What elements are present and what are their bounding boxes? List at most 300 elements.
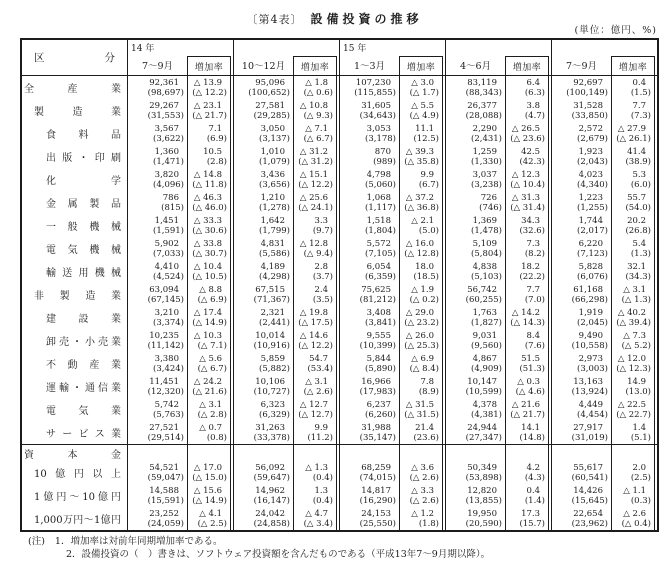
growth-rate-incl-software: (△ 31.2) <box>298 156 333 167</box>
amount: 786 <box>162 192 179 203</box>
amount-incl-software: (100,652) <box>248 87 290 98</box>
amount-incl-software: (5,890) <box>365 363 396 374</box>
growth-rate: △ 3.0 <box>411 77 434 88</box>
rate-cell <box>293 122 337 145</box>
amount: 55,617 <box>573 462 603 473</box>
growth-rate-incl-software: (6.3) <box>524 87 545 98</box>
amount-incl-software: (3,622) <box>153 133 184 144</box>
amount-incl-software: (27,347) <box>465 432 502 443</box>
growth-rate: △ 4.1 <box>199 508 222 519</box>
rate-cell <box>399 329 443 352</box>
growth-rate: △ 22.5 <box>617 399 646 410</box>
amount: 4,023 <box>578 169 603 180</box>
row-label: 非製造業 <box>34 291 121 302</box>
amount: 5,902 <box>154 238 179 249</box>
row-label: 1,000万円～1億円 <box>34 515 121 526</box>
value-cell <box>551 484 611 507</box>
growth-rate: △ 15.6 <box>193 485 222 496</box>
row-label: 全産業 <box>24 84 121 95</box>
amount-incl-software: (2,017) <box>577 225 608 236</box>
growth-rate-incl-software: (11.2) <box>307 432 333 443</box>
row-label-cell <box>22 76 127 99</box>
amount-incl-software: (815) <box>161 202 184 213</box>
amount-incl-software: (60,255) <box>465 294 502 305</box>
rate-cell <box>187 352 231 375</box>
value-cell <box>339 352 399 375</box>
amount-incl-software: (12,320) <box>147 386 184 397</box>
rate-cell <box>611 507 655 530</box>
amount: 2,572 <box>578 123 603 134</box>
growth-rate-incl-software: (34.3) <box>625 271 651 282</box>
growth-rate: △ 12.0 <box>617 353 646 364</box>
value-cell <box>551 398 611 421</box>
value-cell <box>233 191 293 214</box>
growth-rate: 10.5 <box>203 146 222 157</box>
row-label-cell <box>22 352 127 375</box>
amount: 4,798 <box>366 169 391 180</box>
value-cell <box>339 214 399 237</box>
rate-cell <box>505 306 549 329</box>
row-label-cell <box>22 237 127 260</box>
row-label: 建設業 <box>46 314 121 325</box>
amount: 4,449 <box>578 399 603 410</box>
amount: 31,263 <box>255 422 285 433</box>
growth-rate-incl-software: (△ 39.4) <box>616 317 651 328</box>
amount-incl-software: (3,238) <box>471 179 502 190</box>
value-cell <box>127 484 187 507</box>
growth-rate-incl-software: (△ 12.3) <box>616 363 651 374</box>
amount: 4,831 <box>260 238 285 249</box>
growth-rate: △ 7.1 <box>305 123 328 134</box>
capital-investment-table <box>20 38 659 532</box>
rate-cell <box>505 99 549 122</box>
growth-rate: △ 1.3 <box>305 462 328 473</box>
growth-rate-incl-software: (△ 10.5) <box>192 271 227 282</box>
amount-incl-software: (4,454) <box>577 409 608 420</box>
amount-incl-software: (23,962) <box>571 518 608 529</box>
value-cell <box>445 421 505 444</box>
header-period-cell <box>127 40 187 75</box>
row-label-cell <box>22 461 127 484</box>
growth-rate: △ 29.0 <box>405 307 434 318</box>
rate-cell <box>293 260 337 283</box>
row-label-cell <box>22 191 127 214</box>
amount: 1,010 <box>260 146 285 157</box>
value-cell <box>233 461 293 484</box>
amount-incl-software: (1,478) <box>471 225 502 236</box>
amount: 26,377 <box>467 100 497 111</box>
rate-cell <box>611 237 655 260</box>
rate-cell <box>399 398 443 421</box>
growth-rate: △ 10.3 <box>193 330 222 341</box>
growth-rate-incl-software: (△ 1.7) <box>409 87 439 98</box>
value-cell <box>551 306 611 329</box>
amount-incl-software: (5,103) <box>471 271 502 282</box>
amount-incl-software: (53,898) <box>465 472 502 483</box>
rate-cell <box>611 352 655 375</box>
growth-rate: △ 0.3 <box>517 376 540 387</box>
amount: 9,490 <box>578 330 603 341</box>
rate-cell <box>399 375 443 398</box>
growth-rate: △ 3.3 <box>411 485 434 496</box>
rate-cell <box>505 191 549 214</box>
growth-rate-incl-software: (△ 14.3) <box>510 317 545 328</box>
growth-rate-incl-software: (8.9) <box>418 386 439 397</box>
growth-rate: △ 31.2 <box>299 146 328 157</box>
era-label: 15 年 <box>343 44 367 54</box>
rate-cell <box>187 168 231 191</box>
growth-rate-incl-software: (6.0) <box>630 179 651 190</box>
amount-incl-software: (100,149) <box>566 87 608 98</box>
row-label-cell <box>22 421 127 444</box>
table-row <box>22 306 657 329</box>
growth-rate: △ 10.4 <box>193 261 222 272</box>
value-cell <box>233 76 293 99</box>
growth-rate: 7.7 <box>526 284 540 295</box>
value-cell <box>445 145 505 168</box>
rate-cell <box>187 484 231 507</box>
amount-incl-software: (81,212) <box>359 294 396 305</box>
amount-incl-software: (2,045) <box>577 317 608 328</box>
amount-incl-software: (28,088) <box>465 110 502 121</box>
row-label: 食料品 <box>46 130 121 141</box>
growth-rate: △ 33.3 <box>193 215 222 226</box>
growth-rate-incl-software: (△ 12.2) <box>192 87 227 98</box>
value-cell <box>127 168 187 191</box>
value-cell <box>233 398 293 421</box>
amount: 92,697 <box>573 77 603 88</box>
rate-cell <box>187 329 231 352</box>
growth-rate: 9.9 <box>420 169 434 180</box>
rate-cell <box>187 260 231 283</box>
value-cell <box>233 306 293 329</box>
growth-rate: 32.1 <box>627 261 646 272</box>
amount-incl-software: (24,059) <box>147 518 184 529</box>
growth-rate-incl-software: (△ 0.2) <box>409 294 439 305</box>
amount-incl-software: (16,290) <box>359 495 396 506</box>
growth-rate: △ 12.7 <box>299 399 328 410</box>
row-label-cell <box>22 398 127 421</box>
growth-rate-incl-software: (0.8) <box>206 432 227 443</box>
rate-cell <box>293 145 337 168</box>
growth-rate: △ 26.0 <box>405 330 434 341</box>
amount-incl-software: (10,727) <box>253 386 290 397</box>
growth-rate: △ 12.3 <box>511 169 540 180</box>
amount-incl-software: (3,424) <box>153 363 184 374</box>
growth-rate-incl-software: (5.0) <box>418 225 439 236</box>
amount: 16,966 <box>361 376 391 387</box>
growth-rate-incl-software: (△ 21.6) <box>192 386 227 397</box>
amount: 3,210 <box>154 307 179 318</box>
value-cell <box>551 99 611 122</box>
table-row <box>22 191 657 214</box>
header-period-cell <box>445 40 505 75</box>
amount-incl-software: (5,804) <box>471 248 502 259</box>
growth-rate: △ 12.8 <box>299 238 328 249</box>
row-label: 輸送用機械 <box>46 268 121 279</box>
value-cell <box>127 352 187 375</box>
value-cell <box>445 237 505 260</box>
growth-rate: 3.3 <box>314 215 328 226</box>
value-cell <box>233 99 293 122</box>
amount-incl-software: (1,079) <box>259 156 290 167</box>
value-cell <box>127 507 187 530</box>
growth-rate-incl-software: (△ 36.8) <box>404 202 439 213</box>
amount: 1,223 <box>578 192 603 203</box>
amount: 2,973 <box>578 353 603 364</box>
growth-rate-incl-software: (0.4) <box>312 472 333 483</box>
amount-incl-software: (34,643) <box>359 110 396 121</box>
rate-cell <box>293 237 337 260</box>
value-cell <box>233 168 293 191</box>
rate-cell <box>611 168 655 191</box>
value-cell <box>127 283 187 306</box>
era-label: 14 年 <box>131 44 155 54</box>
value-cell <box>127 461 187 484</box>
header-period-cell <box>551 40 611 75</box>
growth-rate: 8.4 <box>526 330 540 341</box>
value-cell <box>127 398 187 421</box>
amount-incl-software: (15,645) <box>571 495 608 506</box>
amount-incl-software: (10,399) <box>359 340 396 351</box>
amount: 4,867 <box>472 353 497 364</box>
value-cell <box>445 191 505 214</box>
rate-cell <box>187 445 231 461</box>
amount-incl-software: (15,591) <box>147 495 184 506</box>
rate-cell <box>505 76 549 99</box>
row-label: 金属製品 <box>46 199 121 210</box>
table-header-row <box>22 40 657 76</box>
amount-incl-software: (4,298) <box>259 271 290 282</box>
growth-rate-incl-software: (7.0) <box>524 294 545 305</box>
rate-cell <box>505 461 549 484</box>
amount-incl-software: (33,850) <box>571 110 608 121</box>
amount: 3,380 <box>154 353 179 364</box>
amount: 9,031 <box>472 330 497 341</box>
rate-cell <box>293 507 337 530</box>
rate-cell <box>505 283 549 306</box>
value-cell <box>339 191 399 214</box>
period-label: 10～12月 <box>241 61 286 72</box>
rate-header-box: 増加率 <box>505 56 549 75</box>
amount-incl-software: (4,524) <box>153 271 184 282</box>
period-label: 4～6月 <box>459 61 492 72</box>
value-cell <box>445 352 505 375</box>
growth-rate: 7.8 <box>420 376 434 387</box>
amount-incl-software: (2,441) <box>259 317 290 328</box>
value-cell <box>445 507 505 530</box>
amount: 10,014 <box>255 330 285 341</box>
footnote-1: 1．増加率は対前年同期増加率である。 <box>54 536 223 547</box>
header-period-cell <box>233 40 293 75</box>
amount: 1,210 <box>260 192 285 203</box>
table-row <box>22 352 657 375</box>
amount-incl-software: (5,763) <box>153 409 184 420</box>
growth-rate-incl-software: (△ 30.7) <box>192 248 227 259</box>
row-label-cell <box>22 168 127 191</box>
growth-rate-incl-software: (38.9) <box>625 156 651 167</box>
amount: 14,817 <box>361 485 391 496</box>
growth-rate-incl-software: (△ 17.5) <box>298 317 333 328</box>
header-rate-cell <box>399 40 443 75</box>
amount-incl-software: (7,105) <box>365 248 396 259</box>
value-cell <box>445 329 505 352</box>
value-cell <box>127 445 187 461</box>
growth-rate-incl-software: (△ 21.7) <box>510 409 545 420</box>
row-label: 運輸・通信業 <box>46 383 121 394</box>
growth-rate: 11.1 <box>415 123 434 134</box>
growth-rate-incl-software: (△ 6.7) <box>303 133 333 144</box>
value-cell <box>445 375 505 398</box>
row-label: 出版・印刷 <box>46 153 121 164</box>
rate-cell <box>187 122 231 145</box>
rate-cell <box>187 76 231 99</box>
value-cell <box>551 445 611 461</box>
growth-rate: △ 15.1 <box>299 169 328 180</box>
amount-incl-software: (1,117) <box>365 202 396 213</box>
growth-rate-incl-software: (△ 22.7) <box>616 409 651 420</box>
rate-cell <box>505 168 549 191</box>
amount-incl-software: (6,076) <box>577 271 608 282</box>
growth-rate: △ 23.1 <box>193 100 222 111</box>
rate-cell <box>399 306 443 329</box>
rate-cell <box>505 375 549 398</box>
amount-incl-software: (31,019) <box>571 432 608 443</box>
value-cell <box>233 329 293 352</box>
table-row <box>22 214 657 237</box>
amount: 5,109 <box>472 238 497 249</box>
growth-rate: 0.4 <box>526 485 540 496</box>
amount: 61,168 <box>573 284 603 295</box>
growth-rate: △ 40.2 <box>617 307 646 318</box>
table-row <box>22 76 657 99</box>
rate-cell <box>187 283 231 306</box>
growth-rate: 18.0 <box>415 261 434 272</box>
growth-rate: △ 5.5 <box>411 100 434 111</box>
growth-rate: △ 31.5 <box>405 399 434 410</box>
row-label-cell <box>22 375 127 398</box>
growth-rate: △ 31.3 <box>511 192 540 203</box>
amount-incl-software: (10,599) <box>465 386 502 397</box>
rate-cell <box>187 421 231 444</box>
value-cell <box>551 352 611 375</box>
rate-cell <box>187 461 231 484</box>
rate-cell <box>399 260 443 283</box>
amount: 14,588 <box>149 485 179 496</box>
growth-rate-incl-software: (3.7) <box>312 271 333 282</box>
amount-incl-software: (1,827) <box>471 317 502 328</box>
value-cell <box>445 283 505 306</box>
amount-incl-software: (74,015) <box>359 472 396 483</box>
value-cell <box>233 237 293 260</box>
amount: 6,237 <box>366 399 391 410</box>
rate-cell <box>611 283 655 306</box>
rate-cell <box>505 237 549 260</box>
growth-rate-incl-software: (△ 4.6) <box>515 386 545 397</box>
growth-rate: 14.1 <box>521 422 540 433</box>
amount-incl-software: (88,343) <box>465 87 502 98</box>
rate-cell <box>611 484 655 507</box>
amount-incl-software: (6,260) <box>365 409 396 420</box>
value-cell <box>551 329 611 352</box>
rate-cell <box>187 306 231 329</box>
rate-cell <box>505 398 549 421</box>
value-cell <box>445 99 505 122</box>
row-label-cell <box>22 484 127 507</box>
amount: 5,572 <box>366 238 391 249</box>
rate-header-box: 増加率 <box>399 56 443 75</box>
growth-rate-incl-software: (32.6) <box>519 225 545 236</box>
row-label: 不動産業 <box>46 360 121 371</box>
growth-rate: 7.7 <box>632 100 646 111</box>
rate-cell <box>187 237 231 260</box>
growth-rate-incl-software: (42.3) <box>519 156 545 167</box>
growth-rate: △ 37.2 <box>405 192 434 203</box>
amount: 19,950 <box>467 508 497 519</box>
growth-rate-incl-software: (△ 2.8) <box>197 409 227 420</box>
growth-rate: 5.4 <box>632 238 646 249</box>
amount-incl-software: (6,329) <box>259 409 290 420</box>
unit-note: (単位：億円、%) <box>574 25 657 36</box>
value-cell <box>339 76 399 99</box>
row-label-cell <box>22 260 127 283</box>
value-cell <box>551 260 611 283</box>
amount-incl-software: (20,590) <box>465 518 502 529</box>
amount: 22,654 <box>573 508 603 519</box>
growth-rate: △ 0.7 <box>199 422 222 433</box>
rate-cell <box>187 191 231 214</box>
value-cell <box>339 461 399 484</box>
amount: 1,642 <box>260 215 285 226</box>
rate-cell <box>293 484 337 507</box>
value-cell <box>233 283 293 306</box>
value-cell <box>551 145 611 168</box>
amount: 95,096 <box>255 77 285 88</box>
header-rate-cell <box>187 40 231 75</box>
growth-rate: 6.4 <box>526 77 540 88</box>
amount-incl-software: (1,255) <box>577 202 608 213</box>
table-row <box>22 484 657 507</box>
amount-incl-software: (1,799) <box>259 225 290 236</box>
growth-rate-incl-software: (△ 31.4) <box>510 202 545 213</box>
value-cell <box>127 375 187 398</box>
rate-cell <box>399 237 443 260</box>
value-cell <box>445 260 505 283</box>
header-category-label: 区分 <box>34 52 115 64</box>
amount: 4,410 <box>154 261 179 272</box>
header-period-cell <box>339 40 399 75</box>
rate-cell <box>293 352 337 375</box>
rate-cell <box>293 191 337 214</box>
value-cell <box>127 99 187 122</box>
growth-rate-incl-software: (△ 6.9) <box>197 294 227 305</box>
amount: 23,252 <box>149 508 179 519</box>
rate-cell <box>293 168 337 191</box>
rate-cell <box>611 99 655 122</box>
rate-cell <box>187 375 231 398</box>
rate-cell <box>399 484 443 507</box>
value-cell <box>445 445 505 461</box>
rate-cell <box>399 145 443 168</box>
growth-rate-incl-software: (△ 3.4) <box>303 518 333 529</box>
amount: 3,053 <box>366 123 391 134</box>
amount-incl-software: (17,983) <box>359 386 396 397</box>
value-cell <box>339 398 399 421</box>
amount-incl-software: (3,178) <box>365 133 396 144</box>
row-label: 電気機械 <box>46 245 121 256</box>
growth-rate-incl-software: (15.7) <box>519 518 545 529</box>
rate-cell <box>611 445 655 461</box>
